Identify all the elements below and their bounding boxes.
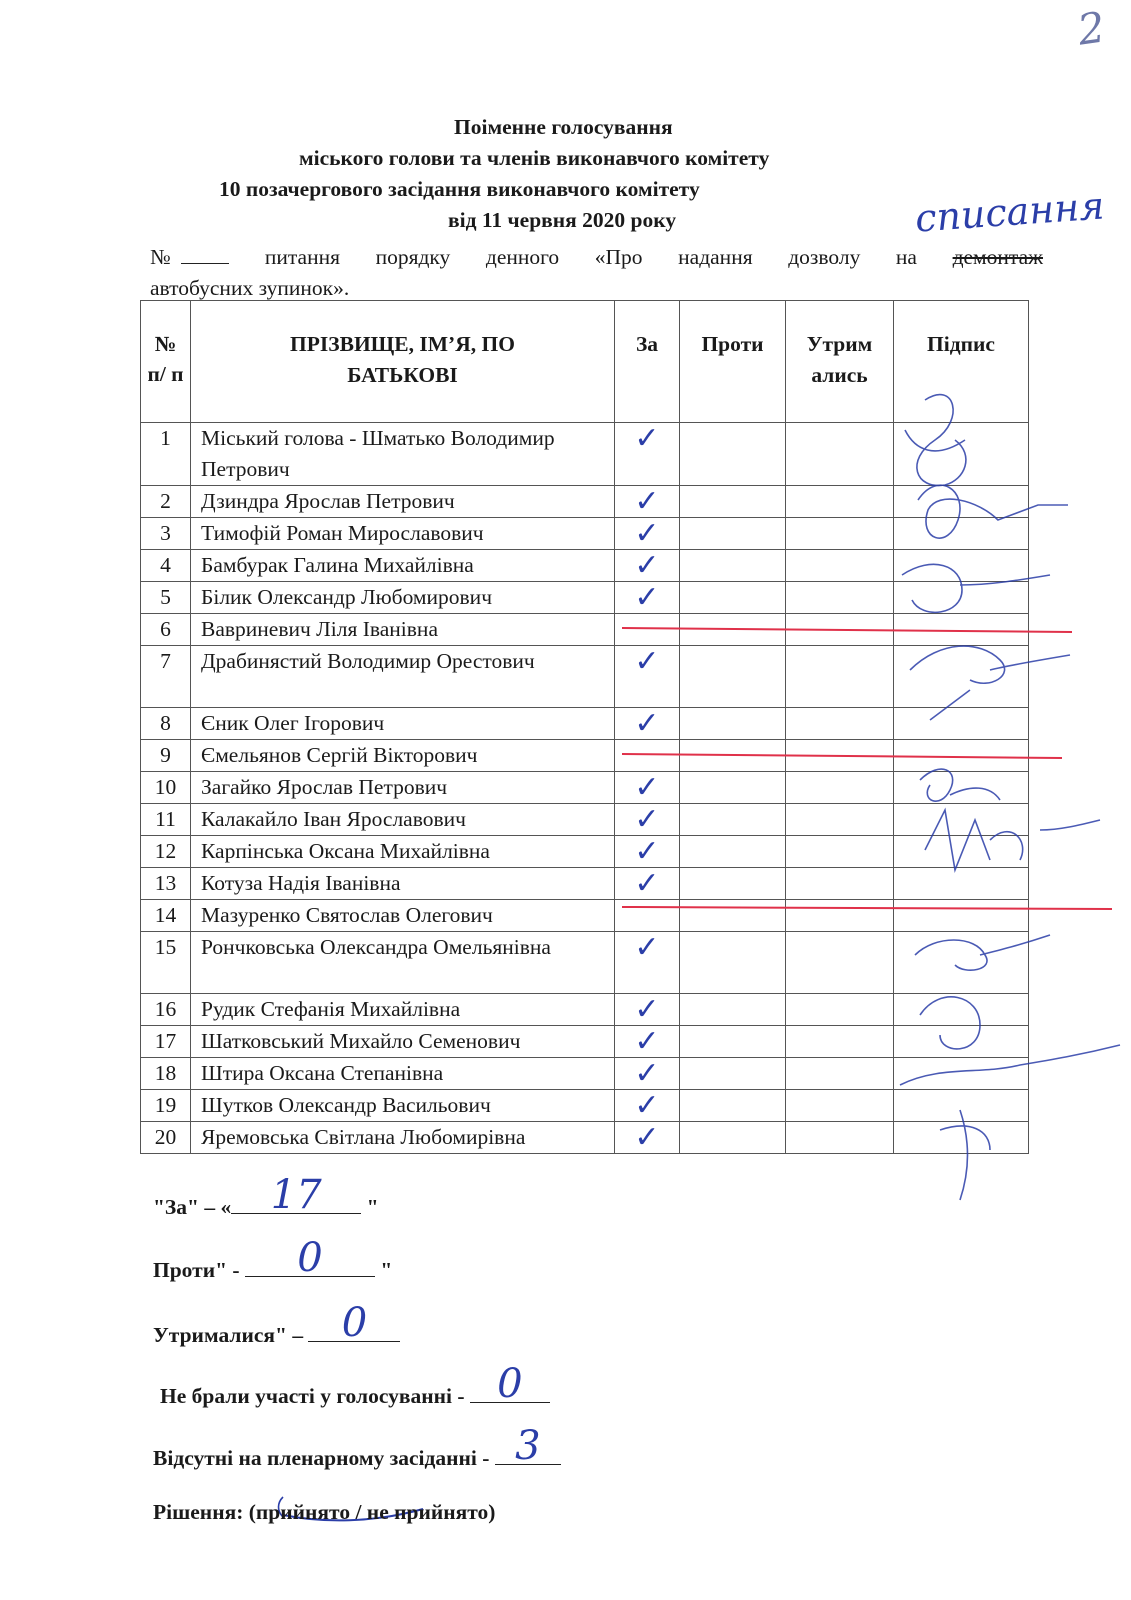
row-number: 16 xyxy=(141,994,191,1026)
vote-for-mark: ✓ xyxy=(615,1090,680,1122)
vote-for-mark: ✓ xyxy=(615,932,680,994)
vote-for-mark: ✓ xyxy=(615,994,680,1026)
col-header-against: Проти xyxy=(680,301,786,423)
for-count: 17 xyxy=(270,1172,322,1218)
member-name: Ємельянов Сергій Вікторович xyxy=(191,740,615,772)
agenda-word: надання xyxy=(678,245,753,269)
row-number: 14 xyxy=(141,900,191,932)
vote-for-mark: ✓ xyxy=(615,518,680,550)
agenda-word: порядку xyxy=(375,245,451,269)
row-number: 5 xyxy=(141,582,191,614)
member-name: Вавриневич Ліля Іванівна xyxy=(191,614,615,646)
not-voted-count: 0 xyxy=(497,1361,523,1407)
agenda-word: «Про xyxy=(594,245,643,269)
header-line-1: Поіменне голосування xyxy=(454,115,673,139)
member-name: Яремовська Світлана Любомирівна xyxy=(191,1122,615,1154)
row-number: 1 xyxy=(141,423,191,486)
summary-not-voted: Не брали участі у голосуванні - 0 xyxy=(160,1380,550,1409)
strike-line-row-14 xyxy=(622,907,1112,909)
member-name: Єник Олег Ігорович xyxy=(191,708,615,740)
agenda-struck-word: демонтаж xyxy=(952,245,1043,269)
header-line-2: міського голови та членів виконавчого комітету xyxy=(299,146,770,170)
col-header-abstained: Утрим ались xyxy=(786,301,894,423)
member-name: Загайко Ярослав Петрович xyxy=(191,772,615,804)
member-name: Калакайло Іван Ярославович xyxy=(191,804,615,836)
member-name: Мазуренко Святослав Олегович xyxy=(191,900,615,932)
agenda-line-2: автобусних зупинок». xyxy=(150,276,350,300)
col-header-num: № п/ п xyxy=(141,301,191,423)
handwritten-correction: списання xyxy=(913,183,1106,241)
vote-for-mark: ✓ xyxy=(615,1026,680,1058)
member-name: Шутков Олександр Васильович xyxy=(191,1090,615,1122)
row-number: 19 xyxy=(141,1090,191,1122)
agenda-word: на xyxy=(895,245,917,269)
strike-line-row-6 xyxy=(622,628,1072,632)
row-number: 8 xyxy=(141,708,191,740)
member-name: Міський голова - Шматько Володимир Петрович xyxy=(191,423,615,486)
member-name: Штира Оксана Степанівна xyxy=(191,1058,615,1090)
vote-for-mark: ✓ xyxy=(615,708,680,740)
member-name: Рончковська Олександра Омельянівна xyxy=(191,932,615,994)
agenda-prefix: № xyxy=(150,245,171,269)
col-header-for: За xyxy=(615,301,680,423)
member-name: Карпінська Оксана Михайлівна xyxy=(191,836,615,868)
member-name: Котуза Надія Іванівна xyxy=(191,868,615,900)
vote-for-mark: ✓ xyxy=(615,646,680,708)
vote-for-mark: ✓ xyxy=(615,836,680,868)
row-number: 7 xyxy=(141,646,191,708)
row-number: 11 xyxy=(141,804,191,836)
row-number: 13 xyxy=(141,868,191,900)
vote-for-mark: ✓ xyxy=(615,423,680,486)
row-number: 2 xyxy=(141,486,191,518)
summary-absent: Відсутні на пленарному засіданні - 3 xyxy=(153,1442,561,1471)
against-count: 0 xyxy=(297,1235,323,1281)
row-number: 12 xyxy=(141,836,191,868)
vote-for-mark: ✓ xyxy=(615,1122,680,1154)
row-number: 20 xyxy=(141,1122,191,1154)
summary-for: "За" – « 17 " xyxy=(153,1172,379,1219)
vote-for-mark: ✓ xyxy=(615,804,680,836)
vote-for-mark: ✓ xyxy=(615,550,680,582)
agenda-word: питання xyxy=(264,245,340,269)
row-number: 9 xyxy=(141,740,191,772)
vote-for-mark: ✓ xyxy=(615,868,680,900)
signatures-scribble xyxy=(900,395,1120,1200)
member-name: Драбинястий Володимир Орестович xyxy=(191,646,615,708)
summary-abstained: Утрималися" – 0 xyxy=(153,1319,400,1348)
abstained-count: 0 xyxy=(341,1300,368,1346)
row-number: 4 xyxy=(141,550,191,582)
summary-decision: Рішення: (прийнято / не прийнято) xyxy=(153,1500,496,1524)
row-number: 10 xyxy=(141,772,191,804)
row-number: 18 xyxy=(141,1058,191,1090)
page-number: 2 xyxy=(1074,2,1109,55)
member-name: Білик Олександр Любомирович xyxy=(191,582,615,614)
member-name: Шатковський Михайло Семенович xyxy=(191,1026,615,1058)
member-name: Рудик Стефанія Михайлівна xyxy=(191,994,615,1026)
agenda-word: денного xyxy=(485,245,560,269)
member-name: Тимофій Роман Мирославович xyxy=(191,518,615,550)
member-name: Бамбурак Галина Михайлівна xyxy=(191,550,615,582)
vote-for-mark: ✓ xyxy=(615,1058,680,1090)
col-header-name: ПРІЗВИЩЕ, ІМ’Я, ПО БАТЬКОВІ xyxy=(191,301,615,423)
vote-for-mark: ✓ xyxy=(615,772,680,804)
member-name: Дзиндра Ярослав Петрович xyxy=(191,486,615,518)
row-number: 15 xyxy=(141,932,191,994)
row-number: 17 xyxy=(141,1026,191,1058)
row-number: 6 xyxy=(141,614,191,646)
strike-line-row-9 xyxy=(622,754,1062,758)
decision-adopted: прийнято xyxy=(255,1500,351,1524)
row-number: 3 xyxy=(141,518,191,550)
vote-for-mark: ✓ xyxy=(615,486,680,518)
agenda-word: дозволу xyxy=(788,245,861,269)
summary-against: Проти" - 0 " xyxy=(153,1235,393,1282)
vote-for-mark: ✓ xyxy=(615,582,680,614)
header-line-4: від 11 червня 2020 року xyxy=(448,208,677,232)
absent-count: 3 xyxy=(515,1423,541,1469)
header-line-3: 10 позачергового засідання виконавчого комітету xyxy=(219,177,700,201)
col-header-signature: Підпис xyxy=(894,301,1029,423)
